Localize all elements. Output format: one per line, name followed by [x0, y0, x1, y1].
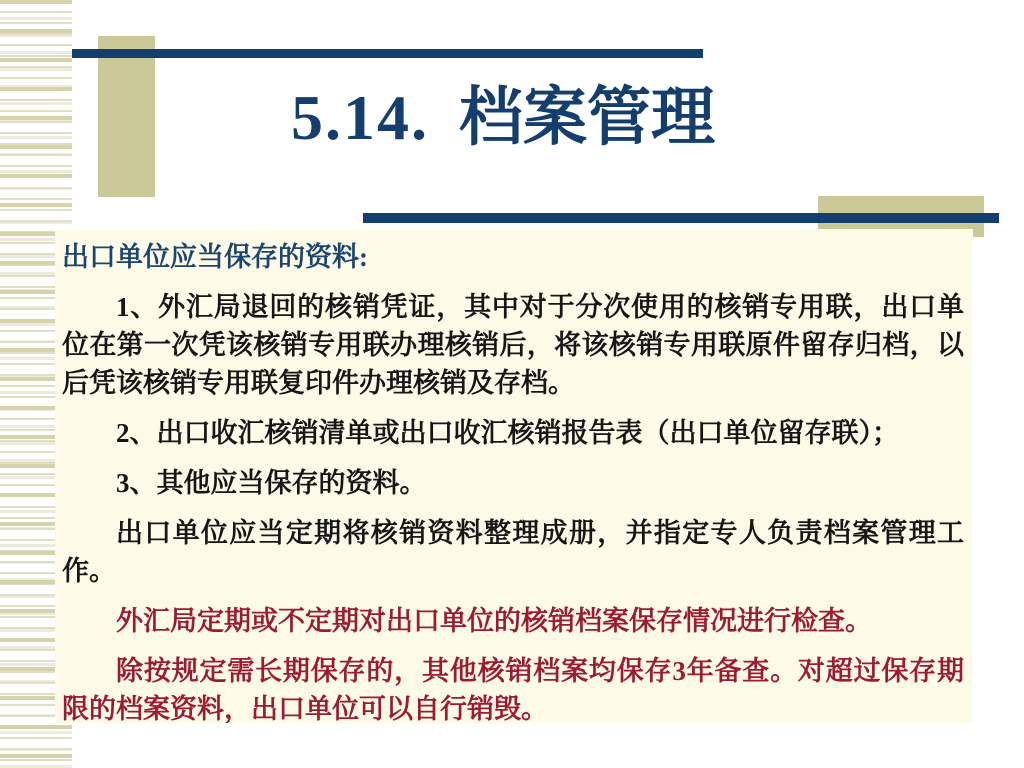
body-paragraph-2: 2、出口收汇核销清单或出口收汇核销报告表（出口单位留存联）； [116, 418, 899, 448]
body-paragraph-4: 出口单位应当定期将核销资料整理成册，并指定专人负责档案管理工作。 [62, 518, 964, 586]
right-accent-tab [973, 229, 984, 237]
content-panel [55, 230, 972, 723]
body-paragraph-6: 除按规定需长期保存的，其他核销档案均保存3年备查。对超过保存期限的档案资料，出口单位可以自行销毁。 [62, 656, 964, 723]
body-paragraph-3: 3、其他应当保存的资料。 [116, 468, 427, 498]
title-top-rule [72, 49, 703, 58]
title-text: 档案管理 [459, 82, 715, 153]
title-number: 5.14. [291, 82, 429, 153]
body-paragraph-5: 外汇局定期或不定期对出口单位的核销档案保存情况进行检查。 [116, 606, 872, 636]
slide-title [0, 76, 1006, 160]
body-heading: 出口单位应当保存的资料: [62, 242, 368, 272]
title-bottom-rule [363, 213, 999, 223]
body-paragraph-1: 1、外汇局退回的核销凭证，其中对于分次使用的核销专用联，出口单位在第一次凭该核销专用联办理核销后，将该核销专用联原件留存归档，以后凭该核销专用联复印件办理核销及存档。 [62, 292, 964, 398]
